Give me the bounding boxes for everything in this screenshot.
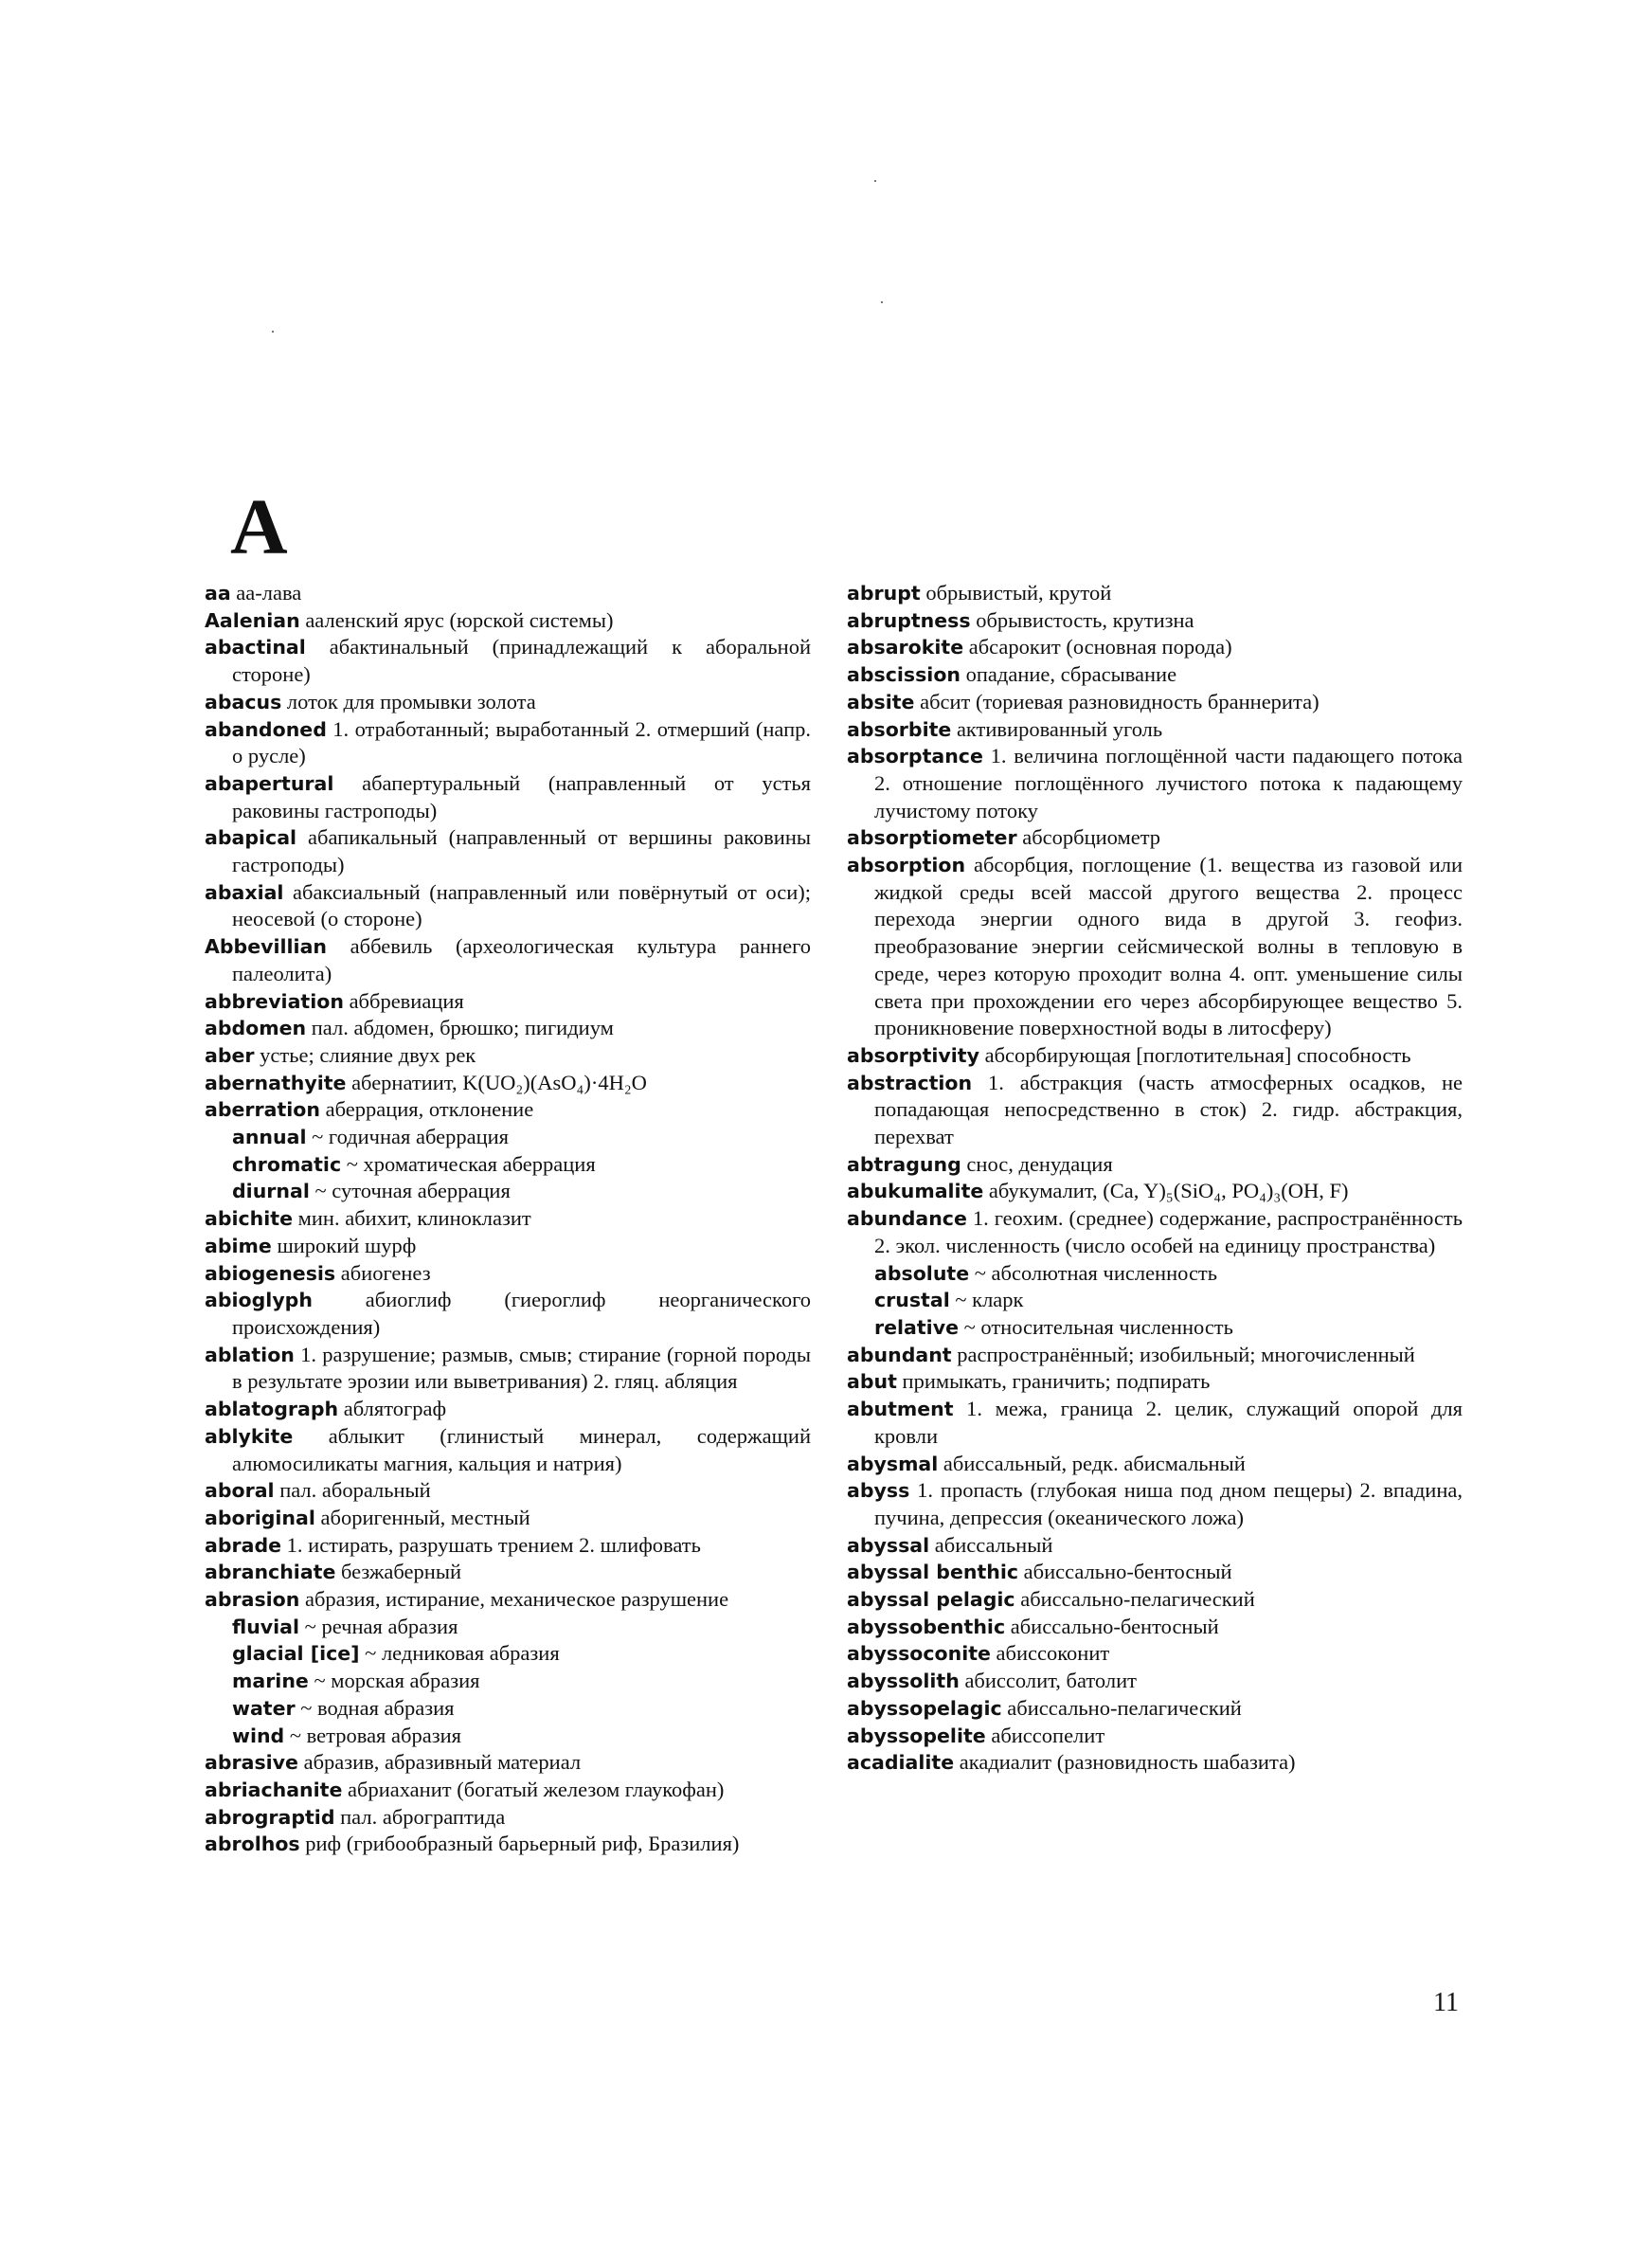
entry-definition: широкий шурф <box>271 1233 417 1257</box>
entry-headword: aber <box>205 1043 255 1067</box>
entry-headword: Aalenian <box>205 608 300 632</box>
sub-entry <box>205 1151 811 1179</box>
entry-definition: абиогенез <box>335 1260 431 1285</box>
dictionary-entry <box>205 1205 811 1233</box>
dictionary-entry <box>847 1559 1463 1586</box>
dictionary-entry <box>847 1640 1463 1668</box>
entry-definition: примыкать, граничить; подпирать <box>896 1369 1211 1394</box>
dictionary-entry <box>205 1749 811 1777</box>
entry-definition: абсит (ториевая разновидность браннерита) <box>914 689 1320 713</box>
entry-definition: ~ хроматическая аберрация <box>341 1151 596 1176</box>
entry-definition: ~ абсолютная численность <box>969 1260 1218 1285</box>
entry-headword: abysmal <box>847 1452 939 1475</box>
dictionary-entry <box>205 1477 811 1505</box>
dictionary-entry <box>847 1178 1463 1205</box>
dictionary-entry <box>205 1777 811 1804</box>
entry-definition: пал. абдомен, брюшко; пигидиум <box>306 1016 614 1040</box>
entry-headword: glacial [ice] <box>232 1642 360 1666</box>
entry-headword: abernathyite <box>205 1071 347 1094</box>
dictionary-entry <box>205 716 811 770</box>
dictionary-entry <box>847 1614 1463 1641</box>
entry-headword: abyssal benthic <box>847 1561 1019 1584</box>
left-column <box>205 580 811 1858</box>
entry-definition: абактинальный (принадлежащий к аборальной стороне) <box>232 635 811 687</box>
entry-definition: безжаберный <box>335 1560 461 1584</box>
entry-headword: abukumalite <box>847 1180 984 1203</box>
entry-headword: abime <box>205 1234 272 1257</box>
sub-entry <box>205 1178 811 1205</box>
sub-entry <box>205 1668 811 1695</box>
page-number: 11 <box>1433 1988 1459 2017</box>
scan-speck <box>881 301 883 303</box>
dictionary-entry <box>205 1042 811 1070</box>
entry-definition: ~ ветровая абразия <box>284 1723 461 1747</box>
entry-headword: abichite <box>205 1207 294 1231</box>
dictionary-entry <box>205 770 811 824</box>
dictionary-entry <box>205 879 811 933</box>
entry-definition: аа-лава <box>230 581 302 605</box>
sub-entry <box>205 1640 811 1668</box>
entry-headword: abapertural <box>205 771 334 795</box>
entry-definition: опадание, сбрасывание <box>961 662 1177 687</box>
entry-headword: absolute <box>874 1261 970 1285</box>
dictionary-entry <box>205 1287 811 1341</box>
entry-headword: abyssopelagic <box>847 1696 1002 1720</box>
entry-headword: relative <box>874 1315 959 1339</box>
dictionary-entry <box>205 607 811 635</box>
entry-definition: обрывистый, крутой <box>920 581 1112 605</box>
dictionary-entry <box>847 1668 1463 1695</box>
entry-definition: абразив, абразивный материал <box>297 1750 582 1775</box>
entry-headword: absorptance <box>847 745 983 768</box>
entry-definition: аббревиация <box>343 988 464 1013</box>
entry-headword: abrasive <box>205 1751 298 1775</box>
dictionary-entry <box>205 1505 811 1532</box>
dictionary-entry <box>847 634 1463 661</box>
entry-headword: chromatic <box>232 1152 342 1176</box>
entry-definition: пал. аборальный <box>274 1478 431 1503</box>
dictionary-entry <box>847 607 1463 635</box>
entry-definition: риф (грибообразный барьерный риф, Бразилия) <box>299 1832 740 1856</box>
entry-headword: wind <box>232 1724 285 1747</box>
entry-headword: abriachanite <box>205 1778 343 1801</box>
entry-definition: абиссальный <box>929 1532 1053 1557</box>
entry-headword: absorbite <box>847 717 952 741</box>
entry-headword: annual <box>232 1126 307 1149</box>
entry-headword: acadialite <box>847 1751 955 1775</box>
entry-definition: абиссопелит <box>985 1723 1105 1747</box>
entry-definition: аборигенный, местный <box>314 1505 530 1529</box>
entry-definition: мин. абихит, клиноклазит <box>293 1206 531 1231</box>
entry-headword: abtragung <box>847 1152 961 1176</box>
entry-headword: absarokite <box>847 636 964 659</box>
dictionary-entry <box>205 1423 811 1477</box>
entry-headword: fluvial <box>232 1615 300 1638</box>
entry-headword: abyssobenthic <box>847 1615 1006 1638</box>
dictionary-entry <box>847 852 1463 1042</box>
entry-headword: aboral <box>205 1479 275 1503</box>
entry-definition: абиссально-бентосный <box>1005 1614 1219 1638</box>
dictionary-entry <box>847 1477 1463 1531</box>
dictionary-entry <box>205 1586 811 1614</box>
entry-definition: ~ речная абразия <box>299 1614 458 1638</box>
sub-entry <box>847 1314 1463 1342</box>
entry-definition: снос, денудация <box>961 1151 1113 1176</box>
entry-headword: abrupt <box>847 582 921 605</box>
dictionary-entry <box>847 1532 1463 1560</box>
dictionary-entry <box>205 580 811 607</box>
entry-headword: abapical <box>205 826 297 850</box>
entry-headword: water <box>232 1696 296 1720</box>
entry-definition: абразия, истирание, механическое разрушение <box>299 1587 729 1612</box>
entry-definition: абиссолит, батолит <box>959 1669 1137 1693</box>
dictionary-entry <box>847 743 1463 824</box>
entry-headword: abaxial <box>205 880 284 904</box>
entry-headword: abutment <box>847 1398 954 1421</box>
entry-headword: abyssopelite <box>847 1724 986 1747</box>
dictionary-entry <box>847 689 1463 716</box>
entry-headword: abranchiate <box>205 1561 336 1584</box>
entry-headword: abyssal pelagic <box>847 1588 1015 1612</box>
entry-definition: абиссальный, редк. абисмальный <box>938 1451 1246 1475</box>
entry-definition: 1. абстракция (часть атмосферных осадков, не попадающая непосредственно в сток) 2. гидр. абстракция, перехват <box>874 1070 1463 1149</box>
entry-definition: абсорбирующая [поглотительная] способность <box>979 1042 1411 1067</box>
entry-headword: Abbevillian <box>205 935 328 959</box>
entry-headword: absorptiometer <box>847 826 1017 850</box>
entry-headword: abyss <box>847 1479 910 1503</box>
entry-definition: 1. межа, граница 2. целик, служащий опорой для кровли <box>874 1397 1463 1448</box>
sub-entry <box>205 1723 811 1750</box>
dictionary-entry <box>847 1342 1463 1369</box>
entry-headword: crustal <box>874 1289 950 1312</box>
sub-entry <box>847 1260 1463 1288</box>
entry-headword: abiogenesis <box>205 1261 336 1285</box>
entry-definition: аблятограф <box>338 1397 447 1421</box>
entry-definition: 1. величина поглощённой части падающего потока 2. отношение поглощённого лучистого потока к падающему лучистому потоку <box>874 744 1463 822</box>
entry-definition: абиссально-пелагический <box>1001 1695 1242 1720</box>
entry-definition: абриаханит (богатый железом глаукофан) <box>342 1777 725 1801</box>
entry-definition: 1. пропасть (глубокая ниша под дном пещеры) 2. впадина, пучина, депрессия (океанического ложа) <box>874 1478 1463 1529</box>
dictionary-entry <box>205 1831 811 1858</box>
entry-headword: ablation <box>205 1343 295 1366</box>
entry-definition: аблыкит (глинистый минерал, содержащий алюмосиликаты магния, кальция и натрия) <box>232 1423 811 1475</box>
dictionary-entry <box>847 661 1463 689</box>
entry-definition: ~ кларк <box>949 1288 1024 1312</box>
entry-headword: abioglyph <box>205 1289 313 1312</box>
entry-headword: aberration <box>205 1098 320 1122</box>
entry-headword: absite <box>847 690 915 713</box>
dictionary-entry <box>847 1205 1463 1259</box>
entry-definition: абиоглиф (гиероглиф неорганического происхождения) <box>232 1288 811 1339</box>
entry-definition: активированный уголь <box>951 716 1163 741</box>
entry-headword: abrasion <box>205 1588 300 1612</box>
entry-headword: aboriginal <box>205 1506 315 1529</box>
entry-definition: акадиалит (разновидность шабазита) <box>954 1750 1296 1775</box>
entry-definition: ааленский ярус (юрской системы) <box>299 607 614 632</box>
entry-definition: аберрация, отклонение <box>319 1097 534 1122</box>
entry-definition: ~ относительная численность <box>958 1314 1233 1339</box>
entry-definition: абиссально-пелагический <box>1015 1587 1255 1612</box>
entry-headword: abyssolith <box>847 1670 960 1693</box>
entry-definition: аббевиль (археологическая культура раннего палеолита) <box>232 934 811 985</box>
entry-headword: abandoned <box>205 717 327 741</box>
entry-headword: marine <box>232 1670 309 1693</box>
sub-entry <box>205 1124 811 1151</box>
entry-definition: 1. истирать, разрушать трением 2. шлифовать <box>281 1532 701 1557</box>
entry-definition: абсорбциометр <box>1016 825 1161 850</box>
entry-definition: абсорбция, поглощение (1. вещества из газовой или жидкой среды всей массой другого вещества 2. процесс перехода энергии одного вида в другой 3. геофиз. преобразование энергии сейсмической волны в тепловую в среде, через которую проходит волна 4. опт. уменьшение силы света при прохождении его через абсорбирующее вещество 5. проникновение поверхностной воды в литосферу) <box>874 853 1463 1040</box>
sub-entry <box>205 1695 811 1723</box>
entry-definition: ~ годичная аберрация <box>306 1125 510 1149</box>
entry-headword: abscission <box>847 663 961 687</box>
dictionary-entry <box>847 580 1463 607</box>
dictionary-entry <box>847 1723 1463 1750</box>
section-letter: A <box>230 483 288 571</box>
dictionary-entry <box>205 1260 811 1288</box>
dictionary-entry <box>205 1342 811 1396</box>
dictionary-entry <box>205 1015 811 1042</box>
dictionary-entry <box>205 1559 811 1586</box>
dictionary-entry <box>205 1096 811 1124</box>
dictionary-entry <box>205 1532 811 1560</box>
entry-definition: 1. отработанный; выработанный 2. отмерший (напр. о русле) <box>232 716 811 768</box>
scan-speck <box>272 331 274 333</box>
entry-headword: abruptness <box>847 608 971 632</box>
entry-headword: abundant <box>847 1343 952 1366</box>
entry-headword: abundance <box>847 1207 967 1231</box>
dictionary-entry <box>847 1695 1463 1723</box>
entry-definition: ~ суточная аберрация <box>309 1179 511 1203</box>
entry-headword: abstraction <box>847 1071 973 1094</box>
entry-definition: пал. аброграптида <box>334 1804 506 1829</box>
entry-definition: 1. геохим. (среднее) содержание, распространённость 2. экол. численность (число особей на единицу пространства) <box>874 1206 1463 1257</box>
sub-entry <box>847 1287 1463 1314</box>
entry-definition: абаксиальный (направленный или повёрнутый от оси); неосевой (о стороне) <box>232 879 811 931</box>
entry-definition: обрывистость, крутизна <box>970 607 1194 632</box>
entry-headword: abacus <box>205 690 282 713</box>
entry-headword: ablatograph <box>205 1398 339 1421</box>
entry-headword: absorption <box>847 854 966 877</box>
dictionary-entry <box>847 1396 1463 1450</box>
entry-definition: абиссально-бентосный <box>1018 1560 1232 1584</box>
entry-definition: лоток для промывки золота <box>281 689 536 713</box>
entry-headword: abrade <box>205 1533 282 1557</box>
entry-definition: абапикальный (направленный от вершины раковины гастроподы) <box>232 825 811 877</box>
entry-definition: абапертуральный (направленный от устья раковины гастроподы) <box>232 770 811 822</box>
dictionary-entry <box>847 1070 1463 1151</box>
dictionary-entry <box>205 824 811 878</box>
scan-speck <box>874 180 876 182</box>
entry-headword: diurnal <box>232 1180 310 1203</box>
entry-definition: абсарокит (основная порода) <box>963 635 1232 659</box>
entry-headword: absorptivity <box>847 1043 979 1067</box>
entry-headword: abactinal <box>205 636 306 659</box>
entry-definition: распространённый; изобильный; многочисленный <box>951 1342 1415 1366</box>
entry-headword: abyssal <box>847 1533 930 1557</box>
entry-headword: abdomen <box>205 1017 307 1040</box>
entry-headword: abyssoconite <box>847 1642 991 1666</box>
sub-entry <box>205 1614 811 1641</box>
dictionary-entry <box>847 1451 1463 1478</box>
dictionary-entry <box>205 933 811 987</box>
entry-definition: 1. разрушение; размыв, смыв; стирание (горной породы в результате эрозии или выветривания) 2. гляц. абляция <box>232 1342 811 1394</box>
dictionary-entry <box>847 1368 1463 1396</box>
entry-headword: abut <box>847 1370 897 1394</box>
right-column <box>847 580 1463 1777</box>
dictionary-entry <box>205 689 811 716</box>
dictionary-entry <box>847 1151 1463 1179</box>
dictionary-entry <box>847 824 1463 852</box>
entry-definition: абукумалит, (Ca, Y)₅(SiO₄, PO₄)₃(OH, F) <box>983 1179 1349 1203</box>
dictionary-entry <box>205 634 811 688</box>
entry-headword: abrolhos <box>205 1833 300 1856</box>
entry-headword: abrograptid <box>205 1805 335 1829</box>
entry-definition: ~ водная абразия <box>295 1695 455 1720</box>
entry-definition: абиссоконит <box>990 1641 1110 1666</box>
entry-definition: устье; слияние двух рек <box>254 1042 476 1067</box>
dictionary-entry <box>205 1233 811 1260</box>
dictionary-entry <box>847 1586 1463 1614</box>
dictionary-entry <box>847 716 1463 744</box>
dictionary-entry <box>847 1749 1463 1777</box>
dictionary-entry <box>205 988 811 1016</box>
dictionary-entry <box>847 1042 1463 1070</box>
entry-headword: aa <box>205 582 231 605</box>
dictionary-entry <box>205 1396 811 1423</box>
entry-headword: ablykite <box>205 1424 294 1448</box>
entry-headword: abbreviation <box>205 989 344 1013</box>
entry-definition: ~ ледниковая абразия <box>359 1641 560 1666</box>
dictionary-entry <box>205 1070 811 1097</box>
entry-definition: ~ морская абразия <box>308 1669 480 1693</box>
entry-definition: абернатиит, K(UO₂)(AsO₄)·4H₂O <box>346 1070 647 1094</box>
dictionary-entry <box>205 1804 811 1832</box>
